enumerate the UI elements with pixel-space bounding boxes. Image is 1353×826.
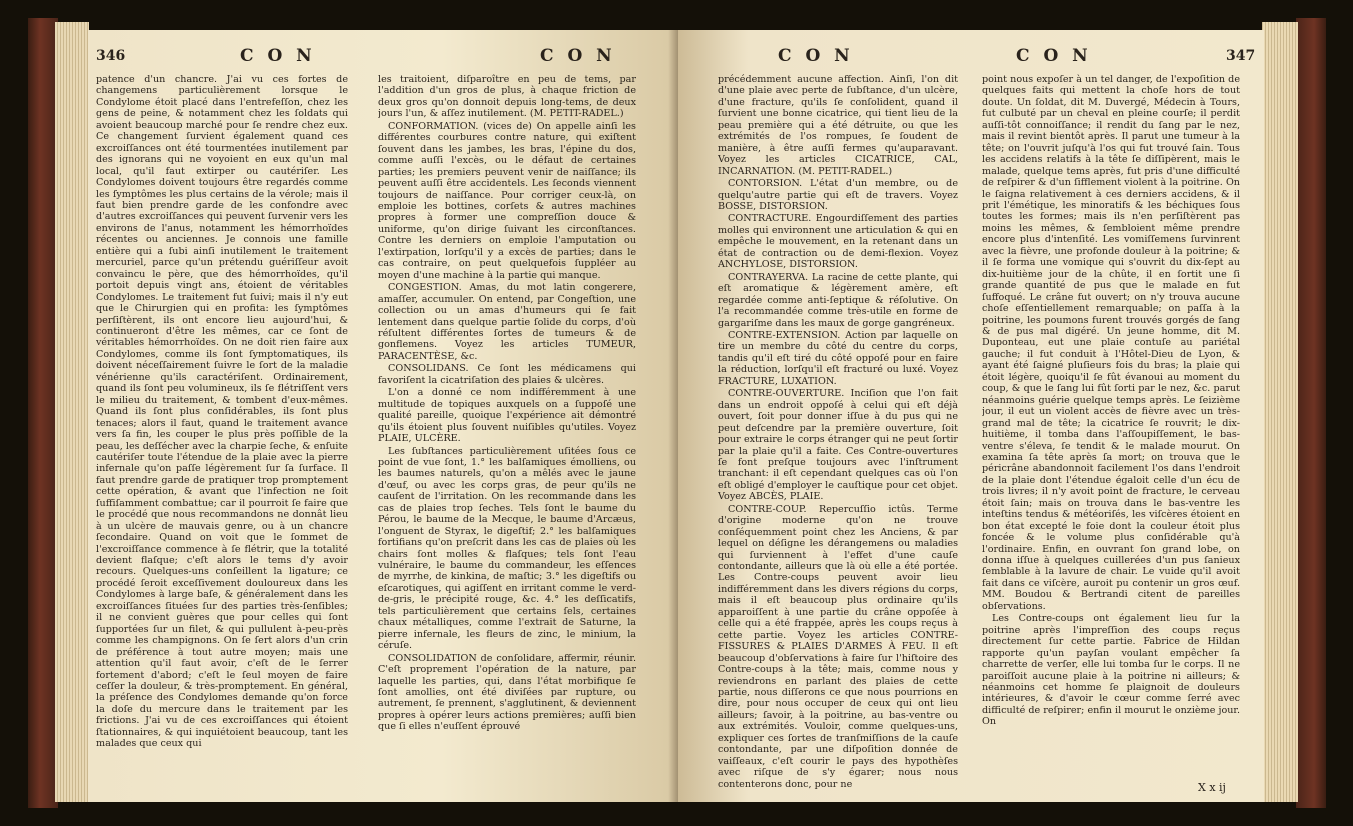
paragraph: précédemment aucune affection. Ainſi, l'on dit d'une plaie avec perte de ſubſtance, d'un ulcère, d'une fracture, qu'ils ſe conſolident, quand il ſurvient une bonne cicatrice, qui tient lieu de la peau première qui a été détruite, ou que les extrémités de l'os rompues, ſe ſoudent de manière, à être auſſi fermes qu'auparavant. Voyez les articles CICATRICE, CAL, INCARNATION. (M. PETIT-RADEL.) <box>718 74 958 177</box>
paragraph: point nous expoſer à un tel danger, de l'expoſition de quelques faits qui mettent la choſe hors de tout doute. Un ſoldat, dit M. Duvergé, Médecin à Tours, fut culbuté par un cheval en pleine courſe; il perdit auſſi-tôt connoiſſance; il rendit du ſang par le nez, mais il revint bientôt après. Il parut une tumeur à la tête; on l'ouvrit juſqu'à l'os qui fut trouvé ſain. Tous les accidens relatifs à la tête ſe diſſipèrent, mais le malade, quelque tems après, fut pris d'une difficulté de reſpirer & d'un ſifflement violent à la poitrine. On le ſaigna relativement à ces derniers accidens, & il prit l'émétique, les minoratifs & les béchiques ſous toutes les formes; mais ils n'en perſiſtèrent pas moins les mêmes, & ſembloient même prendre encore plus d'intenſité. Les vomiſſemens ſurvinrent avec la fièvre, une profonde douleur à la poitrine; & il ſe forma une vomique qui s'ouvrit du dix-ſept au dix-huitième jour de la chûte, il en ſortit une ſi grande quantité de pus que le malade en fut ſuffoqué. Le crâne fut ouvert; on n'y trouva aucune choſe eſſentiellement remarquable; on paſſa à la poitrine, les poumons furent trouvés gorgés de ſang & de pus mal digéré. Un jeune homme, dit M. Duponteau, eut une plaie contuſe au pariétal gauche; il fut conduit à l'Hôtel-Dieu de Lyon, & ayant été ſaigné pluſieurs fois du bras; la plaie qui étoit légère, quoiqu'il ſe fût évanoui au moment du coup, & que le ſang lui fût ſorti par le nez, &c. parut néanmoins guérie quelque temps après. Le ſeizième jour, il eut un violent accès de fièvre avec un très-grand mal de tête; la cicatrice ſe rouvrit; le dix-huitième, il tomba dans l'aſſoupiſſement, le bas-ventre s'éleva, ſe tendit & le malade mourut. On examina ſa tête après ſa mort; on trouva que le péricrâne abandonnoit facilement l'os dans l'endroit de la plaie dont l'étendue égaloit celle d'un écu de trois livres; il n'y avoit point de fracture, le cerveau étoit ſain; mais on trouva dans le bas-ventre les inteſtins tendus & météoriſés, les viſcères étoient en bon état excepté le foie dont la couleur étoit plus foncée & le volume plus conſidérable qu'à l'ordinaire. Enfin, en ouvrant ſon grand lobe, on donna iſſue à quelques cuillerées d'un pus ſanieux ſemblable à la lavure de chair. Le vuide qu'il avoit fait dans ce viſcère, auroit pu contenir un gros œuf. MM. Boudou & Bertrandi citent de pareilles obſervations. <box>982 74 1240 612</box>
right-page-column-1 <box>718 74 958 792</box>
paragraph: CONSOLIDATION de conſolidare, affermir, réunir. C'eſt proprement l'opération de la nature, par laquelle les parties, qui, dans l'état morbifique ſe ſont amollies, ont été diviſées par rupture, ou autrement, ſe prennent, s'agglutinent, & deviennent propres à opérer leurs actions premières; auſſi bien que ſi elles n'euſſent éprouvé <box>378 652 636 733</box>
paragraph: patence d'un chancre. J'ai vu ces fortes de changemens particulièrement lorsque le Condylome étoit placé dans l'entrefeſſon, chez les gens de peine, & notamment chez les ſoldats qui avoient beaucoup marché pour ſe rendre chez eux. Ce changement ſurvient également quand ces excroiſſances ont été tourmentées inutilement par des ignorans qui ne voyoient en eux qu'un mal local, qu'il faut extirper ou cautériſer. Les Condylomes doivent toujours être regardés comme les ſymptômes les plus certains de la vérole; mais il faut bien prendre garde de les confondre avec d'autres excroiſſances qui peuvent ſurvenir vers les environs de l'anus, notamment les hémorrhoïdes récentes ou anciennes. Je connois une famille entière qui a ſubi ainſi inutilement le traitement mercuriel, parce qu'un prétendu guériſſeur avoit convaincu le père, que des hémorrhoïdes, qu'il portoit depuis vingt ans, étoient de véritables Condylomes. Le traitement fut ſuivi; mais il n'y eut que le Chirurgien qui en profita: les ſymptômes perſiſtèrent, ils ont encore lieu aujourd'hui, & continueront d'être les mêmes, car ce ſont de véritables hémorrhoïdes. On ne doit rien faire aux Condylomes, comme ils ſont ſymptomatiques, ils doivent néceſſairement ſuivre le ſort de la maladie vénérienne qu'ils caractériſent. Ordinairement, quand ils ſont peu volumineux, ils ſe flétriſſent vers le milieu du traitement, & tombent d'eux-mêmes. Quand ils ſont plus conſidérables, ils ſont plus tenaces; alors il faut, quand le traitement avance vers ſa fin, les couper le plus près poſſible de la peau, les deſſécher avec la charpie ſeche, & enſuite cautériſer toute l'étendue de la plaie avec la pierre infernale qu'on paſſe légèrement ſur ſa ſurface. Il faut prendre garde de pratiquer trop promptement cette opération, & avant que l'infection ne ſoit ſuffiſamment combattue; car il pourroit ſe faire que le procédé que nous recommandons ne donnât lieu à un ulcère de mauvais genre, ou à un chancre ſecondaire. Quand on voit que le ſommet de l'excroiſſance commence à ſe flétrir, que la totalité devient flaſque; c'eſt alors le tems d'y avoir recours. Quelques-uns conſeillent la ligature; ce procédé ſeroit exceſſivement douloureux dans les Condylomes à large baſe, & généralement dans les excroiſſances ſituées ſur des parties très-ſenſibles; il ne convient guères que pour celles qui ſont ſupportées ſur un filet, & qui pullulent à-peu-près comme les champignons. On ſe ſert alors d'un crin de préférence à tout autre moyen; mais une attention qu'il faut avoir, c'eſt de le ſerrer fortement d'abord; c'eſt le ſeul moyen de faire ceſſer la douleur, & très-promptement. En général, la préſence des Condylomes demande qu'on force la doſe du mercure dans le traitement par les frictions. J'ai vu de ces excroiſſances qui étoient ſtationnaires, & qui inquiétoient beaucoup, tant les malades que ceux qui <box>96 74 348 750</box>
paragraph: CONFORMATION. (vices de) On appelle ainſi les différentes courbures contre nature, qui exiſtent ſouvent dans les jambes, les bras, l'épine du dos, comme auſſi l'excès, ou le défaut de certaines parties; les premiers peuvent venir de naiſſance; ils peuvent auſſi être accidentels. Les ſeconds viennent toujours de naiſſance. Pour corriger ceux-là, on emploie les bottines, corſets & autres machines propres à former une compreſſion douce & uniforme, qu'on dirige ſuivant les circonſtances. Contre les derniers on emploie l'amputation ou l'extirpation, lorſqu'il y a excès de parties; dans le cas contraire, on peut quelquefois ſuppléer au moyen d'une machine à la partie qui manque. <box>378 120 636 281</box>
paragraph: CONSOLIDANS. Ce ſont les médicamens qui favoriſent la cicatriſation des plaies & ulcères. <box>378 363 636 386</box>
right-page-number: 347 <box>1226 48 1256 64</box>
right-page-column-2 <box>982 74 1240 792</box>
paragraph: Les ſubſtances particulièrement uſitées ſous ce point de vue ſont, 1.° les balſamiques émolliens, ou les baumes naturels, qu'on a mêlés avec le jaune d'œuf, ou avec les corps gras, de peur qu'ils ne cauſent de l'irritation. On les recommande dans les cas de plaies trop ſeches. Tels ſont le baume du Pérou, le baume de la Mecque, le baume d'Arcæus, l'onguent de Styrax, le digeſtif; 2.° les balſamiques fortifians qu'on preſcrit dans les cas de plaies où les chairs ſont molles & flaſques; tels ſont l'eau vulnéraire, le baume du commandeur, les eſſences de myrrhe, de kinkina, de maſtic; 3.° les digeſtifs ou eſcarotiques, qui agiſſent en irritant comme le verd-de-gris, le précipité rouge, &c. 4.° les deſſicatifs, tels particulièrement que certains ſels, certaines chaux métalliques, comme l'extrait de Saturne, la pierre infernale, les fleurs de zinc, le minium, la céruſe. <box>378 445 636 652</box>
right-page <box>678 30 1264 802</box>
left-header-left: C O N <box>240 46 316 66</box>
right-header-right: C O N <box>1016 46 1092 66</box>
left-page <box>88 30 678 802</box>
left-page-column-1 <box>96 74 348 792</box>
paragraph: CONTRACTURE. Engourdiſſement des parties molles qui environnent une articulation & qui en empêche le mouvement, en la retenant dans un état de contraction ou de demi-flexion. Voyez ANCHYLOSE, DISTORSION. <box>718 213 958 271</box>
left-page-number: 346 <box>96 48 126 64</box>
paragraph: L'on a donné ce nom indifféremment à une multitude de topiques auxquels on a ſuppoſé une qualité pareille, quoique l'expérience ait démontré qu'ils étoient plus ſouvent nuiſibles qu'utiles. Voyez PLAIE, ULCÈRE. <box>378 387 636 445</box>
page-edges-right <box>1262 22 1298 802</box>
paragraph: CONGESTION. Amas, du mot latin congerere, amaſſer, accumuler. On entend, par Congeſtion, une collection ou un amas d'humeurs qui ſe fait lentement dans quelque partie ſolide du corps, d'où réſultent différentes ſortes de tumeurs & de gonflemens. Voyez les articles TUMEUR, PARACENTÈSE, &c. <box>378 282 636 362</box>
right-header-left: C O N <box>778 46 854 66</box>
page-signature: X x ij <box>1198 781 1226 794</box>
paragraph: les traitoient, diſparoître en peu de tems, par l'addition d'un gros de plus, à chaque friction de deux gros qu'on donnoit depuis long-tems, de deux jours l'un, & aſſez inutilement. (M. PETIT-RADEL.) <box>378 74 636 120</box>
page-edges-left <box>55 22 89 802</box>
paragraph: CONTRE-COUP. Repercuſſio ictûs. Terme d'origine moderne qu'on ne trouve conſéquemment point chez les Anciens, & par lequel on déſigne les dérangemens ou maladies qui ſurviennent à l'effet d'une cauſe contondante, ailleurs que là où elle a été portée. Les Contre-coups peuvent avoir lieu indifféremment dans les divers régions du corps, mais il eſt beaucoup plus ordinaire qu'ils apparoiſſent à une partie du crâne oppoſée à celle qui a été frappée, après les coups reçus à cette partie. Voyez les articles CONTRE-FISSURES & PLAIES D'ARMES À FEU. Il eſt beaucoup d'obſervations à faire ſur l'hiſtoire des Contre-coups à la tête; mais, comme nous y reviendrons en parlant des plaies de cette partie, nous diſſerons ce que nous pourrions en dire, pour nous occuper de ceux qui ont lieu ailleurs; ſavoir, à la poitrine, au bas-ventre ou aux extrémités. Vouloir, comme quelques-uns, expliquer ces ſortes de tranſmiſſions de la cauſe contondante, par une diſpoſition donnée de vaiſſeaux, c'eſt courir le pays des hypothèſes avec riſque de s'y égarer; nous nous contenterons donc, pour ne <box>718 503 958 790</box>
paragraph: CONTORSION. L'état d'un membre, ou de quelqu'autre partie qui eſt de travers. Voyez BOSSE, DISTORSION. <box>718 178 958 212</box>
paragraph: CONTRE-EXTENSION. Action par laquelle on tire un membre du côté du centre du corps, tandis qu'il eſt tiré du côté oppoſé pour en faire la réduction, lorſqu'il eſt fracturé ou luxé. Voyez FRACTURE, LUXATION. <box>718 329 958 387</box>
left-page-column-2 <box>378 74 636 792</box>
paragraph: CONTRE-OUVERTURE. Inciſion que l'on fait dans un endroit oppoſé à celui qui eſt déjà ouvert, ſoit pour donner iſſue à du pus qui ne peut deſcendre par la première ouverture, ſoit pour extraire le corps étranger qui ne peut ſortir par la plaie qu'il a faite. Ces Contre-ouvertures ſe font preſque toujours avec l'inſtrument tranchant: il eſt cependant quelques cas où l'on eſt obligé d'employer le cauſtique pour cet objet. Voyez ABCÈS, PLAIE. <box>718 388 958 503</box>
paragraph: CONTRAYERVA. La racine de cette plante, qui eſt aromatique & légèrement amère, eſt regardée comme anti-ſeptique & réſolutive. On l'a recommandée comme très-utile en forme de gargariſme dans les maux de gorge gangréneux. <box>718 271 958 329</box>
book-cover-right <box>1296 18 1326 808</box>
book-cover-left <box>28 18 58 808</box>
left-header-right: C O N <box>540 46 616 66</box>
paragraph: Les Contre-coups ont également lieu ſur la poitrine après l'impreſſion des coups reçus directement ſur cette partie. Fabrice de Hildan rapporte qu'un payſan voulant empêcher ſa charrette de verſer, elle lui tomba ſur le corps. Il ne paroiſſoit aucune plaie à la poitrine ni ailleurs; & néanmoins cet homme ſe plaignoit de douleurs intérieures, & d'avoir le cœur comme ſerré avec difficulté de reſpirer; enfin il mourut le onzième jour. On <box>982 613 1240 728</box>
